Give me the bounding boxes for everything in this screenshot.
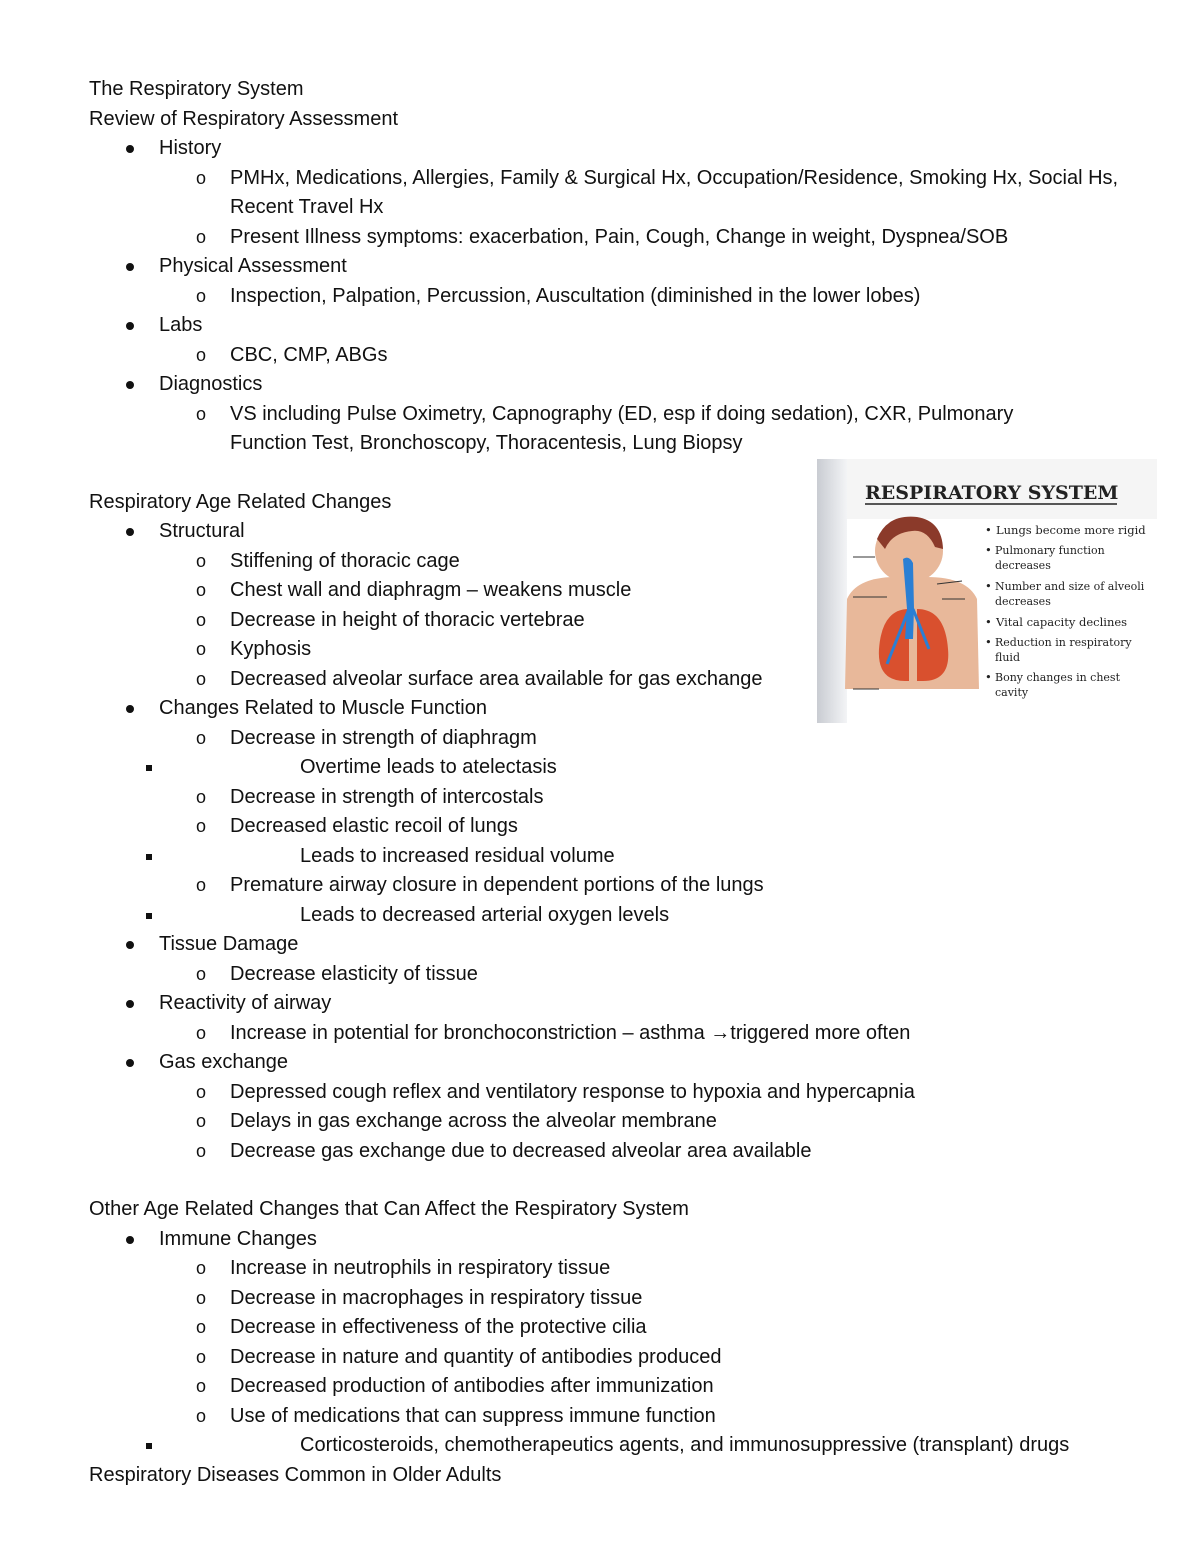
list-subsubitem: Leads to decreased arterial oxygen levels bbox=[89, 901, 1139, 931]
figure-bullet-wrap: Reduction in respiratory fluid bbox=[995, 636, 1132, 664]
list-subitem: o Decrease in height of thoracic vertebrae bbox=[196, 608, 585, 631]
list-subitem: o Use of medications that can suppress immune function bbox=[196, 1404, 716, 1427]
list-subitem: o VS including Pulse Oximetry, Capnography (ED, esp if doing sedation), CXR, Pulmonary Function Test, Bronchoscopy, Thoracentesis, Lung Biopsy bbox=[196, 402, 1014, 454]
figure-side-panel bbox=[817, 459, 847, 723]
list-item: Reactivity of airway bbox=[89, 989, 1139, 1019]
list-item: Immune Changes bbox=[89, 1225, 1139, 1255]
list-subsubitem: Leads to increased residual volume bbox=[89, 842, 1139, 872]
figure-title: RESPIRATORY SYSTEM bbox=[865, 482, 1119, 504]
respiratory-system-figure bbox=[817, 459, 1157, 723]
list-subitem: o Inspection, Palpation, Percussion, Auscultation (diminished in the lower lobes) bbox=[196, 284, 921, 307]
list-subitem: o Increase in neutrophils in respiratory tissue bbox=[196, 1257, 611, 1279]
list-subitem: o PMHx, Medications, Allergies, Family & Surgical Hx, Occupation/Residence, Smoking Hx, Social Hs, Recent Travel Hx bbox=[196, 166, 1119, 218]
list-subitem: o Depressed cough reflex and ventilatory response to hypoxia and hypercapnia bbox=[196, 1080, 915, 1103]
list-item: Diagnostics bbox=[89, 370, 1139, 400]
figure-bullet-mark: • bbox=[985, 635, 992, 649]
list-subitem: o Increase in potential for bronchoconstriction – asthma →triggered more often bbox=[196, 1021, 911, 1044]
list-subitem: o Decrease elasticity of tissue bbox=[196, 962, 478, 985]
list-subitem: o Decreased elastic recoil of lungs bbox=[196, 815, 518, 837]
figure-bullet-mark: • bbox=[985, 543, 992, 557]
list-subitem: o Decrease in strength of diaphragm bbox=[196, 726, 537, 749]
list-subitem: o Decrease gas exchange due to decreased alveolar area available bbox=[196, 1139, 812, 1162]
list-item: Tissue Damage bbox=[89, 930, 1139, 960]
list-item: History bbox=[89, 134, 1139, 164]
list-item: Changes Related to Muscle Function bbox=[89, 694, 1139, 724]
section-heading: Respiratory Age Related Changes bbox=[89, 490, 392, 513]
list-subitem: o Decrease in nature and quantity of antibodies produced bbox=[196, 1345, 722, 1368]
section-heading: Review of Respiratory Assessment bbox=[89, 107, 399, 130]
list-subitem: o Decreased alveolar surface area available for gas exchange bbox=[196, 667, 763, 690]
figure-svg bbox=[817, 459, 1157, 723]
arrow-icon: → bbox=[710, 1021, 731, 1044]
figure-bullet: Vital capacity declines bbox=[996, 615, 1128, 629]
figure-bullet-mark: • bbox=[985, 670, 992, 684]
list-subitem: o Stiffening of thoracic cage bbox=[196, 549, 460, 572]
list-subitem: o Decreased production of antibodies after immunization bbox=[196, 1375, 714, 1397]
list-subsubitem: Overtime leads to atelectasis bbox=[89, 753, 1139, 783]
list-subsubitem: Corticosteroids, chemotherapeutics agents, and immunosuppressive (transplant) drugs bbox=[89, 1431, 1139, 1461]
figure-bullet-wrap: Pulmonary function decreases bbox=[995, 544, 1105, 572]
list-subitem: o CBC, CMP, ABGs bbox=[196, 343, 388, 366]
list-item: Gas exchange bbox=[89, 1048, 1139, 1078]
list-subitem: o Decrease in macrophages in respiratory tissue bbox=[196, 1286, 643, 1309]
figure-bullet-mark: • bbox=[985, 523, 992, 537]
section-heading: Respiratory Diseases Common in Older Adults bbox=[89, 1463, 502, 1486]
figure-bullet: Lungs become more rigid bbox=[996, 523, 1146, 537]
list-item: Structural bbox=[89, 517, 1139, 547]
list-subitem: o Chest wall and diaphragm – weakens muscle bbox=[196, 579, 632, 601]
section-heading: Other Age Related Changes that Can Affect the Respiratory System bbox=[89, 1198, 689, 1220]
document-body bbox=[89, 75, 1139, 1490]
figure-bullets bbox=[985, 523, 1157, 706]
list-subitem: o Decrease in strength of intercostals bbox=[196, 785, 544, 808]
list-subitem: o Present Illness symptoms: exacerbation, Pain, Cough, Change in weight, Dyspnea/SOB bbox=[196, 225, 1009, 248]
figure-bullet-wrap: Number and size of alveoli decreases bbox=[995, 580, 1145, 608]
list-subitem: o Decrease in effectiveness of the protective cilia bbox=[196, 1316, 647, 1338]
list-item: Labs bbox=[89, 311, 1139, 341]
doc-title: The Respiratory System bbox=[89, 78, 304, 100]
figure-bullet-mark: • bbox=[985, 615, 992, 629]
list-subitem: o Kyphosis bbox=[196, 638, 312, 660]
figure-bullet-mark: • bbox=[985, 579, 992, 593]
list-subitem: o Premature airway closure in dependent portions of the lungs bbox=[196, 874, 764, 896]
list-item: Physical Assessment bbox=[89, 252, 1139, 282]
figure-bullet-wrap: Bony changes in chest cavity bbox=[995, 671, 1121, 699]
list-subitem: o Delays in gas exchange across the alveolar membrane bbox=[196, 1110, 717, 1132]
